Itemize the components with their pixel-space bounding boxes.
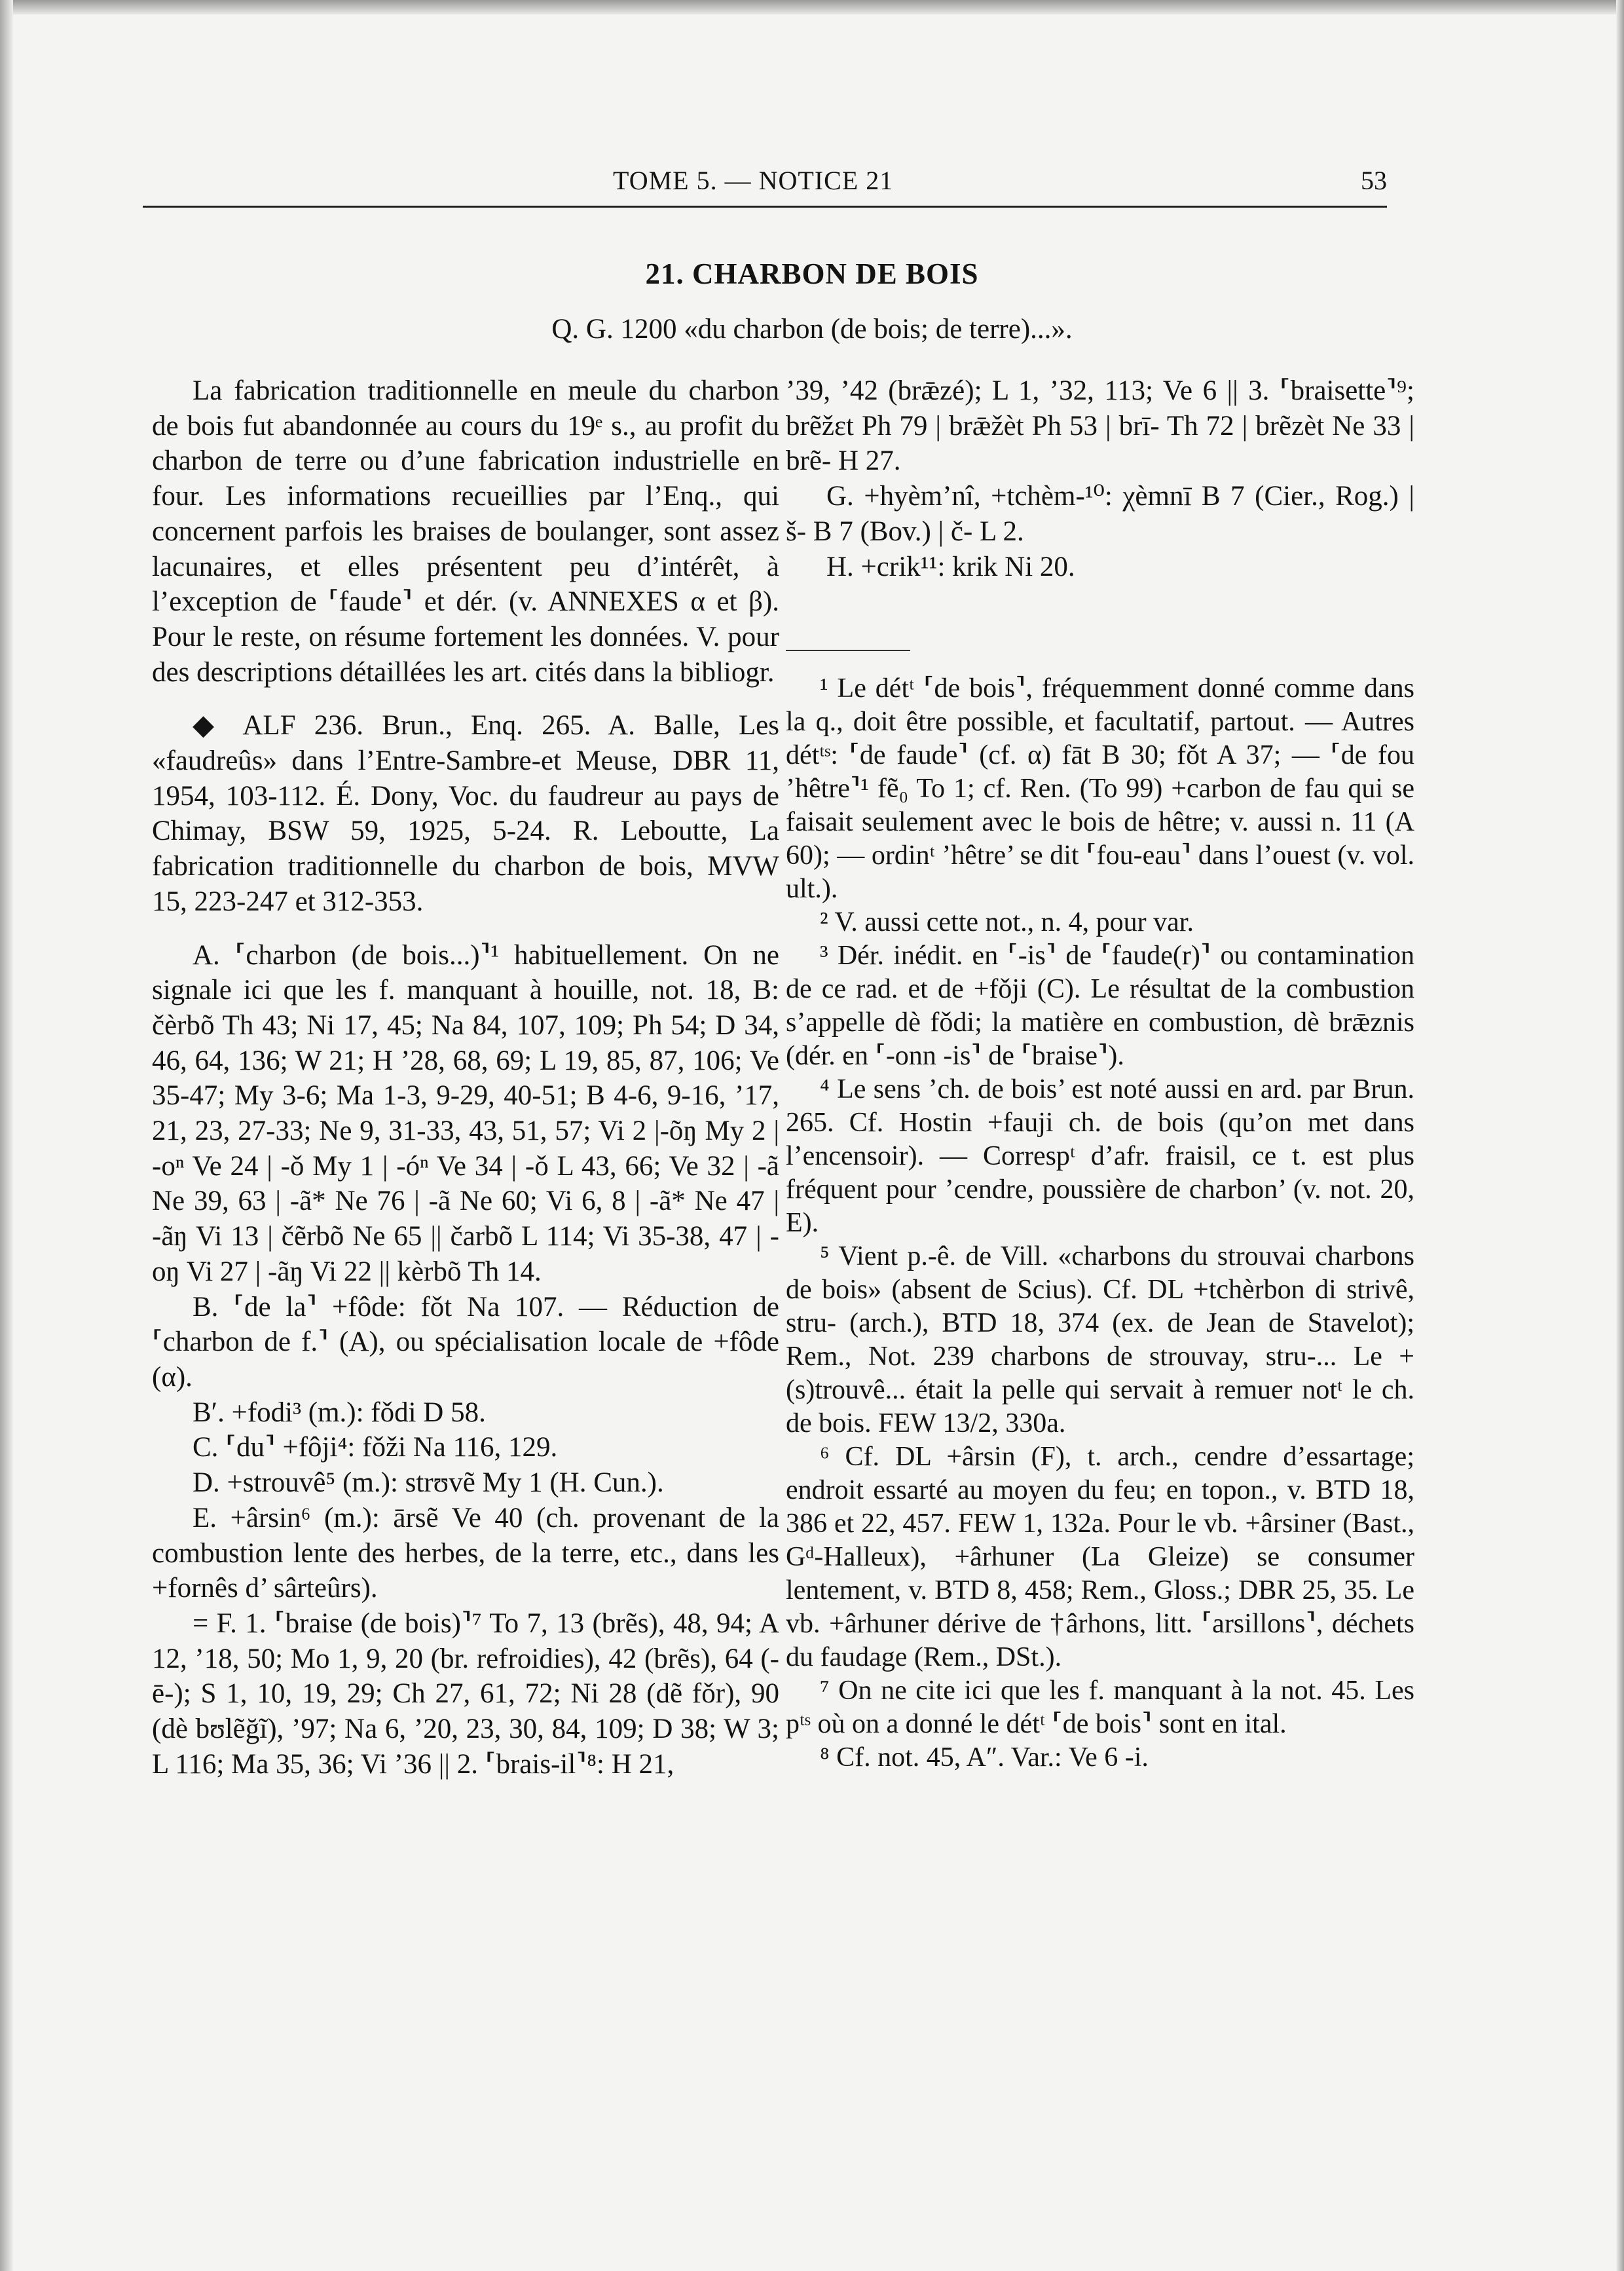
footnote-rule	[786, 650, 910, 651]
scan-edge-top	[0, 0, 1624, 14]
footnote: ² V. aussi cette not., n. 4, pour var.	[820, 907, 1194, 938]
section-a: A. ⸢charbon (de bois...)⸣¹ habituellement. On ne signale ici que les f. manquant à houille, not. 18, B: čèrbõ Th 43; Ni 17, 45; Na 84, 107, 109; Ph 54; D 34, 46, 64, 136; W 21; H ’28, 68, 69; L 19, 85, 87, 106; Ve 35-47; My 3-6; Ma 1-3, 9-29, 40-51; B 4-6, 9-16, ’17, 21, 23, 27-33; Ne 9, 31-33, 43, 51, 57; Vi 2 |-õŋ My 2 | -oⁿ Ve 24 | -ǒ My 1 | -óⁿ Ve 34 | -ǒ L 43, 66; Ve 32 | -ã Ne 39, 63 | -ã* Ne 76 | -ã Ne 60; Vi 6, 8 | -ã* Ne 47 | -ãŋ Vi 13 | čẽrbõ Ne 65 || čarbõ L 114; Vi 35-38, 47 | -oŋ Vi 27 | -ãŋ Vi 22 || kèrbõ Th 14.	[152, 939, 779, 1287]
running-head-title: TOME 5. — NOTICE 21	[613, 166, 894, 195]
section-f: = F. 1. ⸢braise (de bois)⸣⁷ To 7, 13 (brẽs), 48, 94; A 12, ’18, 50; Mo 1, 9, 20 (br. refroidies), 42 (brẽs), 64 (-ē-); S 1, 10, 19, 29; Ch 27, 61, 72; Ni 28 (dẽ fǒr), 90 (dè bʊlẽğĩ), ’97; Na 6, ’20, 23, 30, 84, 109; D 38; W 3; L 116; Ma 35, 36; Vi ’36 || 2. ⸢brais-il⸣⁸: H 21,	[152, 1607, 779, 1780]
article-title: 21. CHARBON DE BOIS	[645, 257, 979, 290]
section-b: B. ⸢de la⸣ +fôde: fǒt Na 107. — Réduction de ⸢charbon de f.⸣ (A), ou spécialisation locale de +fôde (α).	[152, 1291, 779, 1393]
footnote: ⁷ On ne cite ici que les f. manquant à la not. 45. Les pᵗˢ où on a donné le détᵗ ⸢de bois⸣ sont en ital.	[786, 1676, 1414, 1740]
section-d: D. +strouvê⁵ (m.): strʊvẽ My 1 (H. Cun.).	[193, 1467, 664, 1499]
footnote: ⁴ Le sens ’ch. de bois’ est noté aussi en ard. par Brun. 265. Cf. Hostin +fauji ch. de bois (qu’on met dans l’encensoir). — Correspᵗ d’afr. fraisil, ce t. est plus fréquent pour ’cendre, poussière de charbon’ (v. not. 20, E).	[786, 1074, 1414, 1239]
section-b-prime: B′. +fodi³ (m.): fǒdi D 58.	[193, 1397, 486, 1428]
section-h: H. +crik¹¹: krik Ni 20.	[826, 551, 1075, 582]
left-column	[152, 373, 779, 1782]
header-rule	[143, 206, 1387, 208]
section-c: C. ⸢du⸣ +fôji⁴: fǒži Na 116, 129.	[193, 1432, 558, 1463]
footnote: ⁸ Cf. not. 45, A″. Var.: Ve 6 -i.	[820, 1742, 1149, 1773]
section-f-continued: ’39, ’42 (brǣzé); L 1, ’32, 113; Ve 6 || 3. ⸢braisette⸣⁹; brẽžɛt Ph 79 | brǣžèt Ph 53 | brī- Th 72 | brẽzèt Ne 33 | brẽ- H 27.	[786, 375, 1414, 477]
bibliography-paragraph: ◆ ALF 236. Brun., Enq. 265. A. Balle, Les «faudreûs» dans l’Entre-Sambre-et Meuse, DBR 11, 1954, 103-112. É. Dony, Voc. du faudreur au pays de Chimay, BSW 59, 1925, 5-24. R. Leboutte, La fabrication traditionnelle du charbon de bois, MVW 15, 223-247 et 312-353.	[152, 710, 779, 917]
section-g: G. +hyèm’nî, +tchèm-¹⁰: χèmnī B 7 (Cier., Rog.) | š- B 7 (Bov.) | č- L 2.	[786, 481, 1414, 547]
page-number: 53	[1361, 166, 1387, 195]
running-head	[143, 165, 1387, 204]
footnote: ⁶ Cf. DL +ârsin (F), t. arch., cendre d’essartage; endroit essarté au moyen du feu; en topon., v. BTD 18, 386 et 22, 457. FEW 1, 132a. Pour le vb. +ârsiner (Bast., Gᵈ-Halleux), +ârhuner (La Gleize) se consumer lentement, v. BTD 8, 458; Rem., Gloss.; DBR 25, 35. Le vb. +ârhuner dérive de †ârhons, litt. ⸢arsillons⸣, déchets du faudage (Rem., DSt.).	[786, 1442, 1414, 1673]
footnote: ³ Dér. inédit. en ⸢-is⸣ de ⸢faude(r)⸣ ou contamination de ce rad. et de +fǒji (C). Le résultat de la combustion s’appelle dè fǒdi; la matière en combustion, dè brǣznis (dér. en ⸢-onn -is⸣ de ⸢braise⸣).	[786, 941, 1414, 1072]
questionnaire-reference: Q. G. 1200 «du charbon (de bois; de terre)...».	[551, 314, 1073, 345]
intro-paragraph: La fabrication traditionnelle en meule du charbon de bois fut abandonnée au cours du 19ᵉ s., au profit du charbon de terre ou d’une fabrication industrielle en four. Les informations recueillies par l’Enq., qui concernent parfois les braises de boulanger, sont assez lacunaires, et elles présentent peu d’intérêt, à l’exception de ⸢faude⸣ et dér. (v. ANNEXES α et β). Pour le reste, on résume fortement les données. V. pour des descriptions détaillées les art. cités dans la bibliogr.	[152, 375, 779, 688]
section-e: E. +ârsin⁶ (m.): ārsẽ Ve 40 (ch. provenant de la combustion lente des herbes, de la terre, etc., dans les +fornês d’ sârteûrs).	[152, 1502, 779, 1604]
right-column	[786, 373, 1414, 1774]
footnote: ¹ Le détᵗ ⸢de bois⸣, fréquemment donné comme dans la q., doit être possible, et facultatif, partout. — Autres détᵗˢ: ⸢de faude⸣ (cf. α) fāt B 30; fǒt A 37; — ⸢de fou ’hêtre⸣¹ fẽ₀ To 1; cf. Ren. (To 99) +carbon de fau qui se faisait seulement avec le bois de hêtre; v. aussi n. 11 (A 60); — ordinᵗ ’hêtre’ se dit ⸢fou-eau⸣ dans l’ouest (v. vol. ult.).	[786, 673, 1414, 905]
footnote: ⁵ Vient p.-ê. de Vill. «charbons du strouvai charbons de bois» (absent de Scius). Cf. DL +tchèrbon di strivê, stru- (arch.), BTD 18, 374 (ex. de Jean de Stavelot); Rem., Not. 239 charbons de strouvay, stru-... Le +(s)trouvê... était la pelle qui servait à remuer notᵗ le ch. de bois. FEW 13/2, 330a.	[786, 1241, 1414, 1439]
